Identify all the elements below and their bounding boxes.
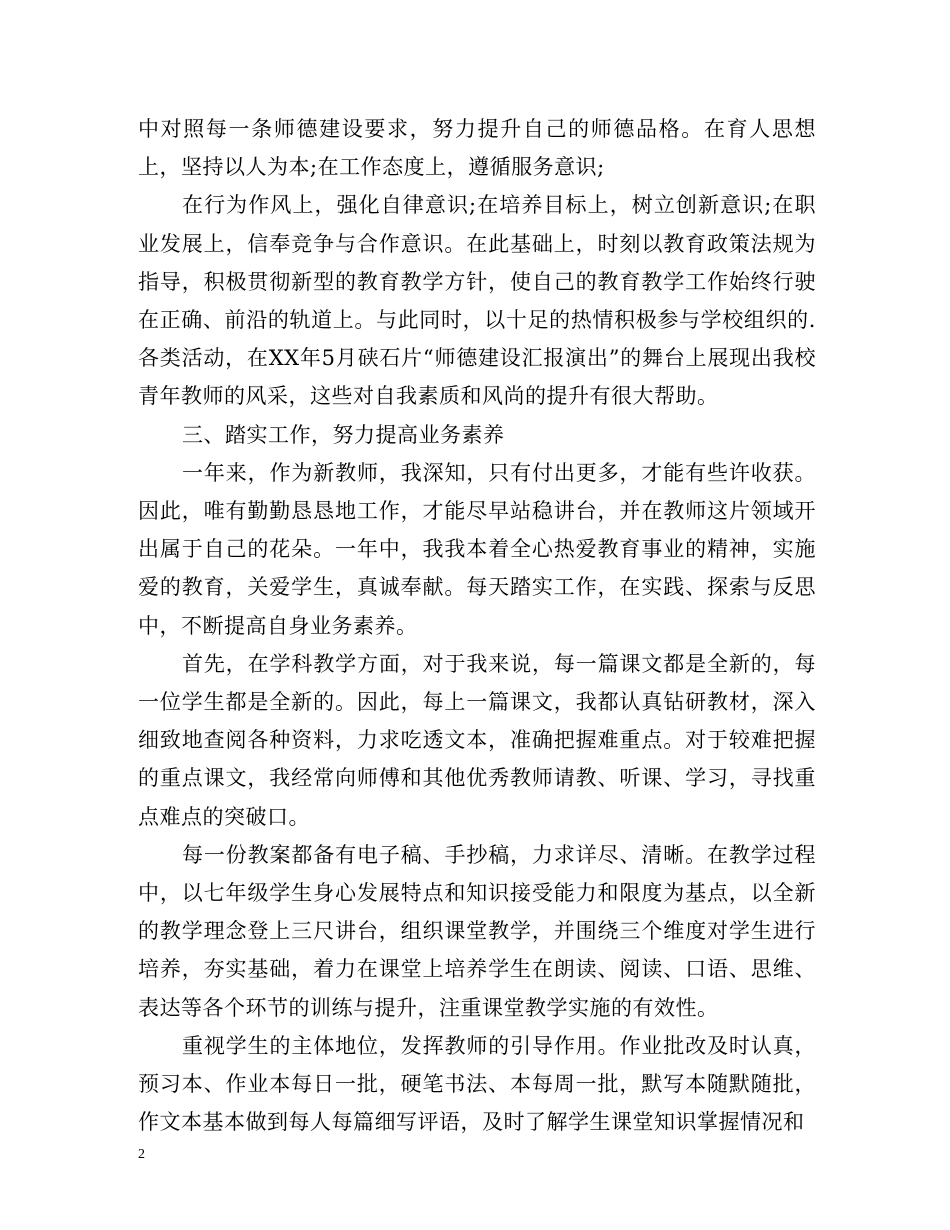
- paragraph-1: 中对照每一条师德建设要求，努力提升自己的师德品格。在育人思想上，坚持以人为本;在工作态度上，遵循服务意识;: [138, 117, 816, 180]
- body-text: [138, 110, 816, 1141]
- paragraph-2: 在行为作风上，强化自律意识;在培养目标上，树立创新意识;在职业发展上，信奉竞争与合作意识。在此基础上，时刻以教育政策法规为指导，积极贯彻新型的教育教学方针，使自己的教育教学工作始终行驶在正确、前沿的轨道上。与此同时，以十足的热情积极参与学校组织的.各类活动，在XX年5月硖石片“师德建设汇报演出”的舞台上展现出我校青年教师的风采，这些对自我素质和风尚的提升有很大帮助。: [138, 193, 816, 409]
- paragraph-4: 首先，在学科教学方面，对于我来说，每一篇课文都是全新的，每一位学生都是全新的。因此，每上一篇课文，我都认真钻研教材，深入细致地查阅各种资料，力求吃透文本，准确把握难重点。对于较难把握的重点课文，我经常向师傅和其他优秀教师请教、听课、学习，寻找重点难点的突破口。: [138, 651, 816, 829]
- paragraph-6: 重视学生的主体地位，发挥教师的引导作用。作业批改及时认真，预习本、作业本每日一批，硬笔书法、本每周一批，默写本随默随批，作文本基本做到每人每篇细写评语，及时了解学生课堂知识掌握情况和: [138, 1033, 816, 1135]
- paragraph-5: 每一份教案都备有电子稿、手抄稿，力求详尽、清晰。在教学过程中，以七年级学生身心发展特点和知识接受能力和限度为基点，以全新的教学理念登上三尺讲台，组织课堂教学，并围绕三个维度对学生进行培养，夯实基础，着力在课堂上培养学生在朗读、阅读、口语、思维、表达等各个环节的训练与提升，注重课堂教学实施的有效性。: [138, 842, 816, 1020]
- section-heading: 三、踏实工作，努力提高业务素养: [182, 422, 505, 447]
- page-number: 2: [138, 1147, 145, 1162]
- paragraph-3: 一年来，作为新教师，我深知，只有付出更多，才能有些许收获。因此，唯有勤勤恳恳地工作，才能尽早站稳讲台，并在教师这片领域开出属于自己的花朵。一年中，我我本着全心热爱教育事业的精神，实施爱的教育，关爱学生，真诚奉献。每天踏实工作，在实践、探索与反思中，不断提高自身业务素养。: [138, 460, 816, 638]
